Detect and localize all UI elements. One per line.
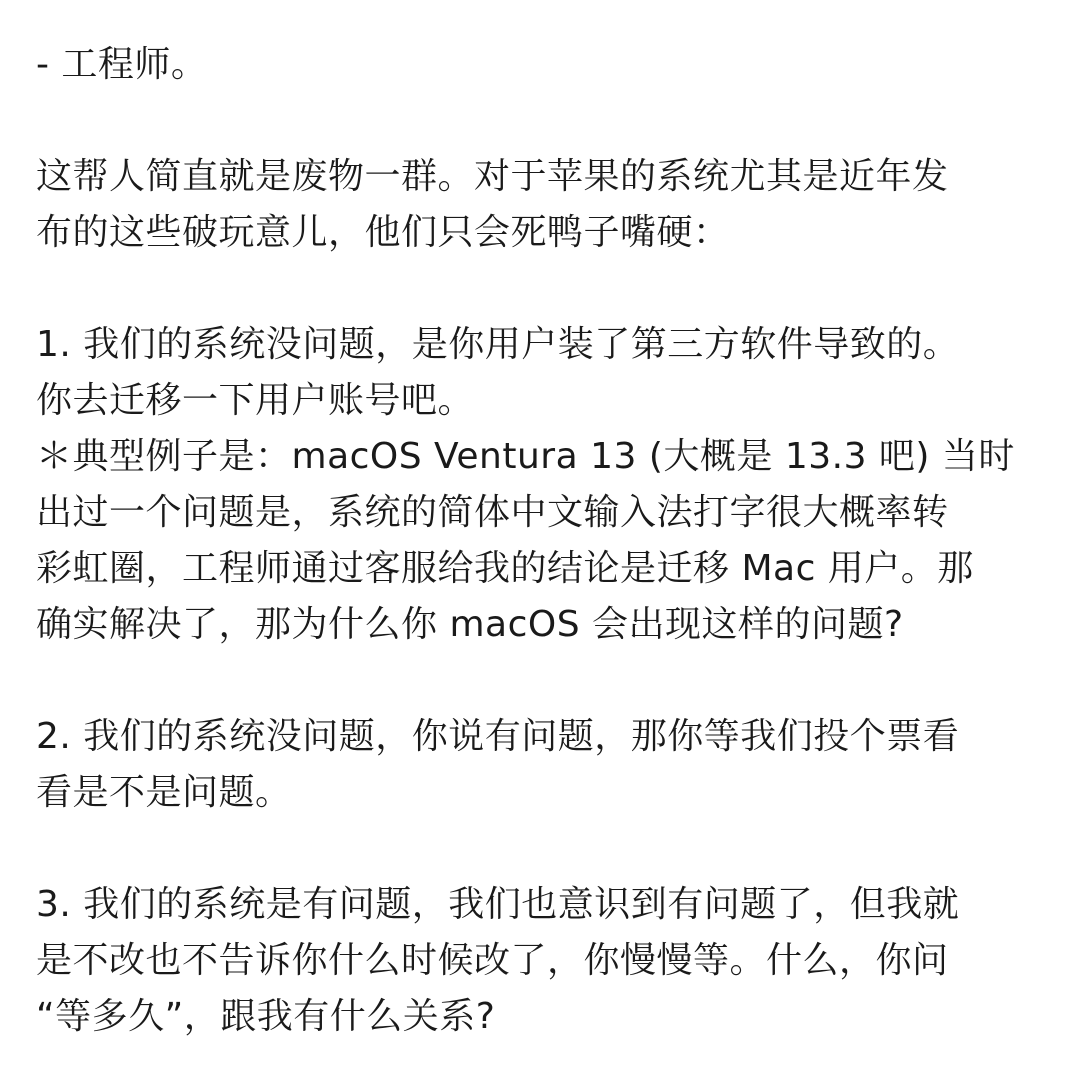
text-line: ＊典型例子是：macOS Ventura 13 (大概是 13.3 吧) 当时 <box>36 436 1015 477</box>
paragraph-gap <box>36 93 1044 149</box>
intro-paragraph <box>36 149 1044 261</box>
text-line: 看是不是问题。 <box>36 772 292 813</box>
paragraph-gap <box>36 653 1044 709</box>
text-line: 是不改也不告诉你什么时候改了，你慢慢等。什么，你问 <box>36 940 949 981</box>
text-line: “等多久”，跟我有什么关系? <box>36 996 496 1037</box>
heading-line: - 工程师。 <box>36 44 208 85</box>
text-line: 1. 我们的系统没问题，是你用户装了第三方软件导致的。 <box>36 324 960 365</box>
point-1-paragraph <box>36 317 1044 653</box>
text-line: 你去迁移一下用户账号吧。 <box>36 380 475 421</box>
point-3-paragraph <box>36 877 1044 1045</box>
text-line: 出过一个问题是，系统的简体中文输入法打字很大概率转 <box>36 492 949 533</box>
text-line: 确实解决了，那为什么你 macOS 会出现这样的问题? <box>36 604 904 645</box>
text-line: 2. 我们的系统没问题，你说有问题，那你等我们投个票看 <box>36 716 960 757</box>
paragraph-gap <box>36 261 1044 317</box>
text-line: 这帮人简直就是废物一群。对于苹果的系统尤其是近年发 <box>36 156 949 197</box>
paragraph-gap <box>36 821 1044 877</box>
point-2-paragraph <box>36 709 1044 821</box>
text-line: 彩虹圈，工程师通过客服给我的结论是迁移 Mac 用户。那 <box>36 548 974 589</box>
text-line: 3. 我们的系统是有问题，我们也意识到有问题了，但我就 <box>36 884 960 925</box>
text-line: 布的这些破玩意儿，他们只会死鸭子嘴硬： <box>36 212 730 253</box>
